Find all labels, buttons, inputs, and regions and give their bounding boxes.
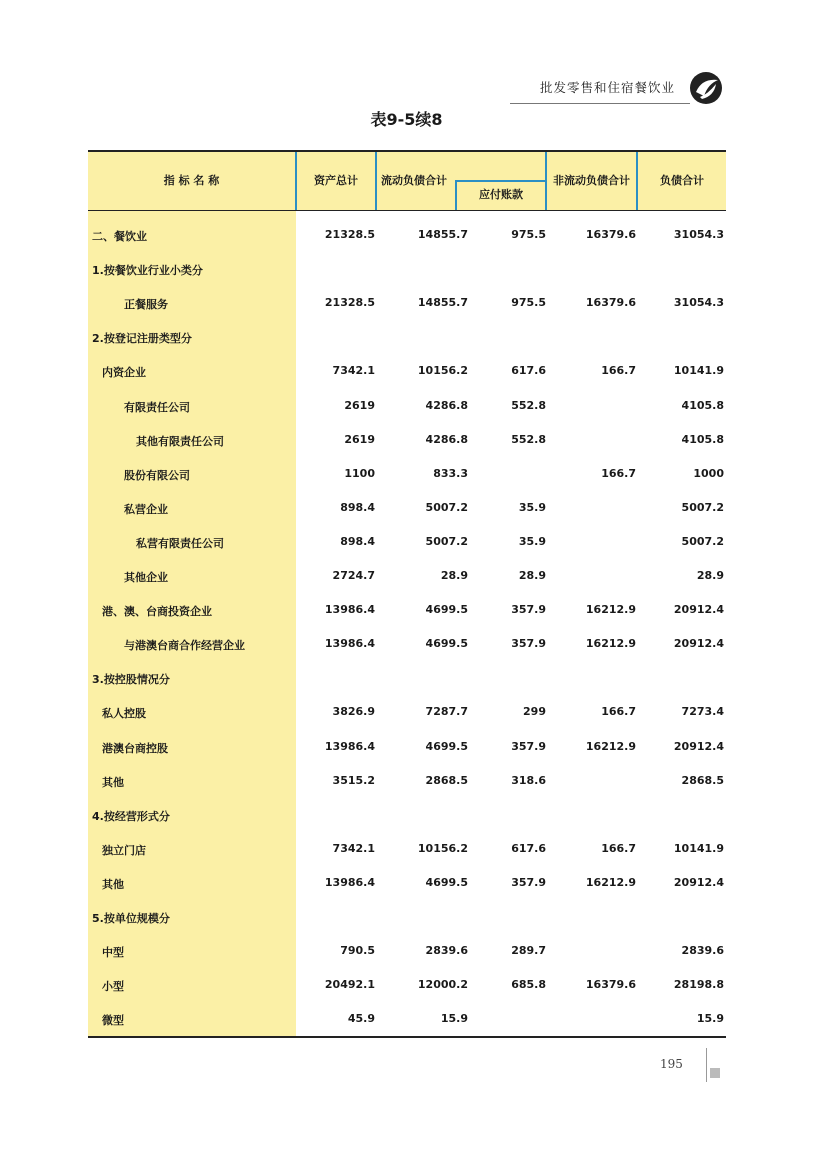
cell-value: 790.5 <box>340 944 375 958</box>
cell-value: 1100 <box>344 466 375 480</box>
table-header-bottom-rule <box>88 210 726 211</box>
row-label: 二、餐饮业 <box>92 230 147 243</box>
cell-value: 4699.5 <box>425 637 468 651</box>
cell-value: 685.8 <box>511 978 546 992</box>
publication-logo-icon <box>688 70 724 106</box>
cell-value: 13986.4 <box>324 875 375 889</box>
row-label: 独立门店 <box>102 843 146 857</box>
page-number: 195 <box>660 1057 683 1071</box>
cell-value: 4286.8 <box>425 398 468 412</box>
cell-value: 357.9 <box>511 875 546 889</box>
table-row <box>88 805 726 825</box>
table-row <box>88 566 726 586</box>
table-row <box>88 634 726 654</box>
cell-value: 5007.2 <box>425 500 468 514</box>
row-label: 其他企业 <box>124 571 168 584</box>
column-header-indicator: 指 标 名 称 <box>163 174 220 187</box>
cell-value: 552.8 <box>511 398 546 412</box>
table-row <box>88 771 726 791</box>
cell-value: 4699.5 <box>425 739 468 753</box>
table-title: 表9-5续8 <box>370 110 443 129</box>
column-header-accounts-payable: 应付账款 <box>479 188 523 201</box>
cell-value: 2839.6 <box>425 944 468 958</box>
cell-value: 7287.7 <box>425 705 468 719</box>
indicator-column-background <box>88 152 296 1036</box>
table-row <box>88 532 726 552</box>
cell-value: 2724.7 <box>332 569 375 582</box>
cell-value: 31054.3 <box>673 228 724 241</box>
table-row <box>88 225 726 245</box>
table-row <box>88 600 726 620</box>
cell-value: 12000.2 <box>417 978 468 992</box>
cell-value: 975.5 <box>511 296 546 310</box>
cell-value: 898.4 <box>340 500 375 514</box>
table-row <box>88 1009 726 1029</box>
row-label: 与港澳台商合作经营企业 <box>124 639 245 653</box>
cell-value: 299 <box>523 705 546 719</box>
cell-value: 16212.9 <box>585 603 636 617</box>
row-label: 私人控股 <box>102 707 146 721</box>
row-label: 3.按控股情况分 <box>92 673 170 687</box>
column-header-total-liabilities: 负债合计 <box>660 174 704 187</box>
row-label: 其他有限责任公司 <box>136 434 224 448</box>
row-label: 内资企业 <box>102 366 146 380</box>
cell-value: 166.7 <box>601 841 636 855</box>
row-label: 港、澳、台商投资企业 <box>102 605 212 619</box>
cell-value: 1000 <box>693 466 724 480</box>
table-row <box>88 975 726 995</box>
cell-value: 20912.4 <box>673 739 724 753</box>
cell-value: 15.9 <box>696 1012 724 1026</box>
row-label: 4.按经营形式分 <box>92 809 170 823</box>
cell-value: 4105.8 <box>681 432 724 446</box>
footer-rule <box>706 1048 707 1082</box>
row-label: 股份有限公司 <box>124 468 190 482</box>
cell-value: 14855.7 <box>417 296 468 310</box>
cell-value: 21328.5 <box>324 228 375 241</box>
cell-value: 4699.5 <box>425 603 468 617</box>
cell-value: 898.4 <box>340 534 375 548</box>
row-label: 私营企业 <box>124 502 168 516</box>
cell-value: 2868.5 <box>425 773 468 787</box>
cell-value: 2619 <box>344 432 375 446</box>
cell-value: 21328.5 <box>324 296 375 310</box>
column-header-total-assets: 资产总计 <box>314 174 358 187</box>
cell-value: 13986.4 <box>324 739 375 753</box>
footer-square-mark <box>710 1068 720 1078</box>
cell-value: 357.9 <box>511 739 546 753</box>
table-row <box>88 839 726 859</box>
cell-value: 7273.4 <box>681 705 724 719</box>
table-row <box>88 327 726 347</box>
cell-value: 2839.6 <box>681 944 724 958</box>
cell-value: 4105.8 <box>681 398 724 412</box>
table-row <box>88 259 726 279</box>
table-row <box>88 293 726 313</box>
cell-value: 10141.9 <box>673 364 724 378</box>
cell-value: 4286.8 <box>425 432 468 446</box>
cell-value: 552.8 <box>511 432 546 446</box>
table-row <box>88 941 726 961</box>
cell-value: 35.9 <box>518 534 546 548</box>
table-row <box>88 737 726 757</box>
cell-value: 5007.2 <box>425 534 468 548</box>
cell-value: 318.6 <box>511 773 546 787</box>
cell-value: 617.6 <box>511 364 546 378</box>
cell-value: 20492.1 <box>324 978 375 992</box>
header-rule <box>510 103 690 104</box>
cell-value: 5007.2 <box>681 500 724 514</box>
row-label: 港澳台商控股 <box>102 741 168 755</box>
cell-value: 28.9 <box>518 569 546 582</box>
cell-value: 28.9 <box>696 569 724 582</box>
cell-value: 13986.4 <box>324 603 375 617</box>
table-row <box>88 464 726 484</box>
header-subdivider <box>455 180 547 182</box>
row-label: 微型 <box>102 1014 124 1028</box>
cell-value: 357.9 <box>511 637 546 651</box>
cell-value: 7342.1 <box>332 841 375 855</box>
cell-value: 357.9 <box>511 603 546 617</box>
cell-value: 31054.3 <box>673 296 724 310</box>
cell-value: 20912.4 <box>673 603 724 617</box>
table-row <box>88 702 726 722</box>
table-top-rule <box>88 150 726 152</box>
cell-value: 975.5 <box>511 228 546 241</box>
cell-value: 16212.9 <box>585 875 636 889</box>
cell-value: 16212.9 <box>585 637 636 651</box>
cell-value: 16212.9 <box>585 739 636 753</box>
cell-value: 20912.4 <box>673 637 724 651</box>
row-label: 5.按单位规模分 <box>92 912 170 925</box>
cell-value: 20912.4 <box>673 875 724 889</box>
cell-value: 16379.6 <box>585 978 636 992</box>
row-label: 1.按餐饮业行业小类分 <box>92 264 203 278</box>
column-header-current-liabilities: 流动负债合计 <box>381 174 447 187</box>
cell-value: 4699.5 <box>425 875 468 889</box>
cell-value: 3826.9 <box>332 705 375 719</box>
row-label: 其他 <box>102 775 124 789</box>
table-row <box>88 361 726 381</box>
cell-value: 7342.1 <box>332 364 375 378</box>
row-label: 2.按登记注册类型分 <box>92 332 192 346</box>
cell-value: 2868.5 <box>681 773 724 787</box>
table-bottom-rule <box>88 1036 726 1038</box>
table-row <box>88 498 726 518</box>
cell-value: 166.7 <box>601 705 636 719</box>
table-row <box>88 907 726 927</box>
cell-value: 16379.6 <box>585 296 636 310</box>
cell-value: 14855.7 <box>417 228 468 241</box>
table-row <box>88 873 726 893</box>
cell-value: 35.9 <box>518 500 546 514</box>
table-row <box>88 396 726 416</box>
cell-value: 15.9 <box>440 1012 468 1026</box>
cell-value: 28.9 <box>440 569 468 582</box>
column-header-noncurrent-liabilities: 非流动负债合计 <box>553 174 630 187</box>
cell-value: 166.7 <box>601 364 636 378</box>
cell-value: 2619 <box>344 398 375 412</box>
cell-value: 833.3 <box>433 466 468 480</box>
row-label: 其他 <box>102 877 124 891</box>
table-row <box>88 668 726 688</box>
cell-value: 617.6 <box>511 841 546 855</box>
cell-value: 289.7 <box>511 944 546 958</box>
cell-value: 10156.2 <box>417 841 468 855</box>
row-label: 有限责任公司 <box>124 400 190 414</box>
table-row <box>88 430 726 450</box>
row-label: 小型 <box>102 980 124 994</box>
row-label: 中型 <box>102 946 124 960</box>
cell-value: 16379.6 <box>585 228 636 241</box>
cell-value: 3515.2 <box>332 773 375 787</box>
cell-value: 10156.2 <box>417 364 468 378</box>
cell-value: 13986.4 <box>324 637 375 651</box>
cell-value: 10141.9 <box>673 841 724 855</box>
cell-value: 45.9 <box>347 1012 375 1026</box>
cell-value: 28198.8 <box>673 978 724 992</box>
row-label: 正餐服务 <box>124 298 168 312</box>
row-label: 私营有限责任公司 <box>136 536 224 550</box>
section-header: 批发零售和住宿餐饮业 <box>540 80 676 95</box>
cell-value: 166.7 <box>601 466 636 480</box>
cell-value: 5007.2 <box>681 534 724 548</box>
